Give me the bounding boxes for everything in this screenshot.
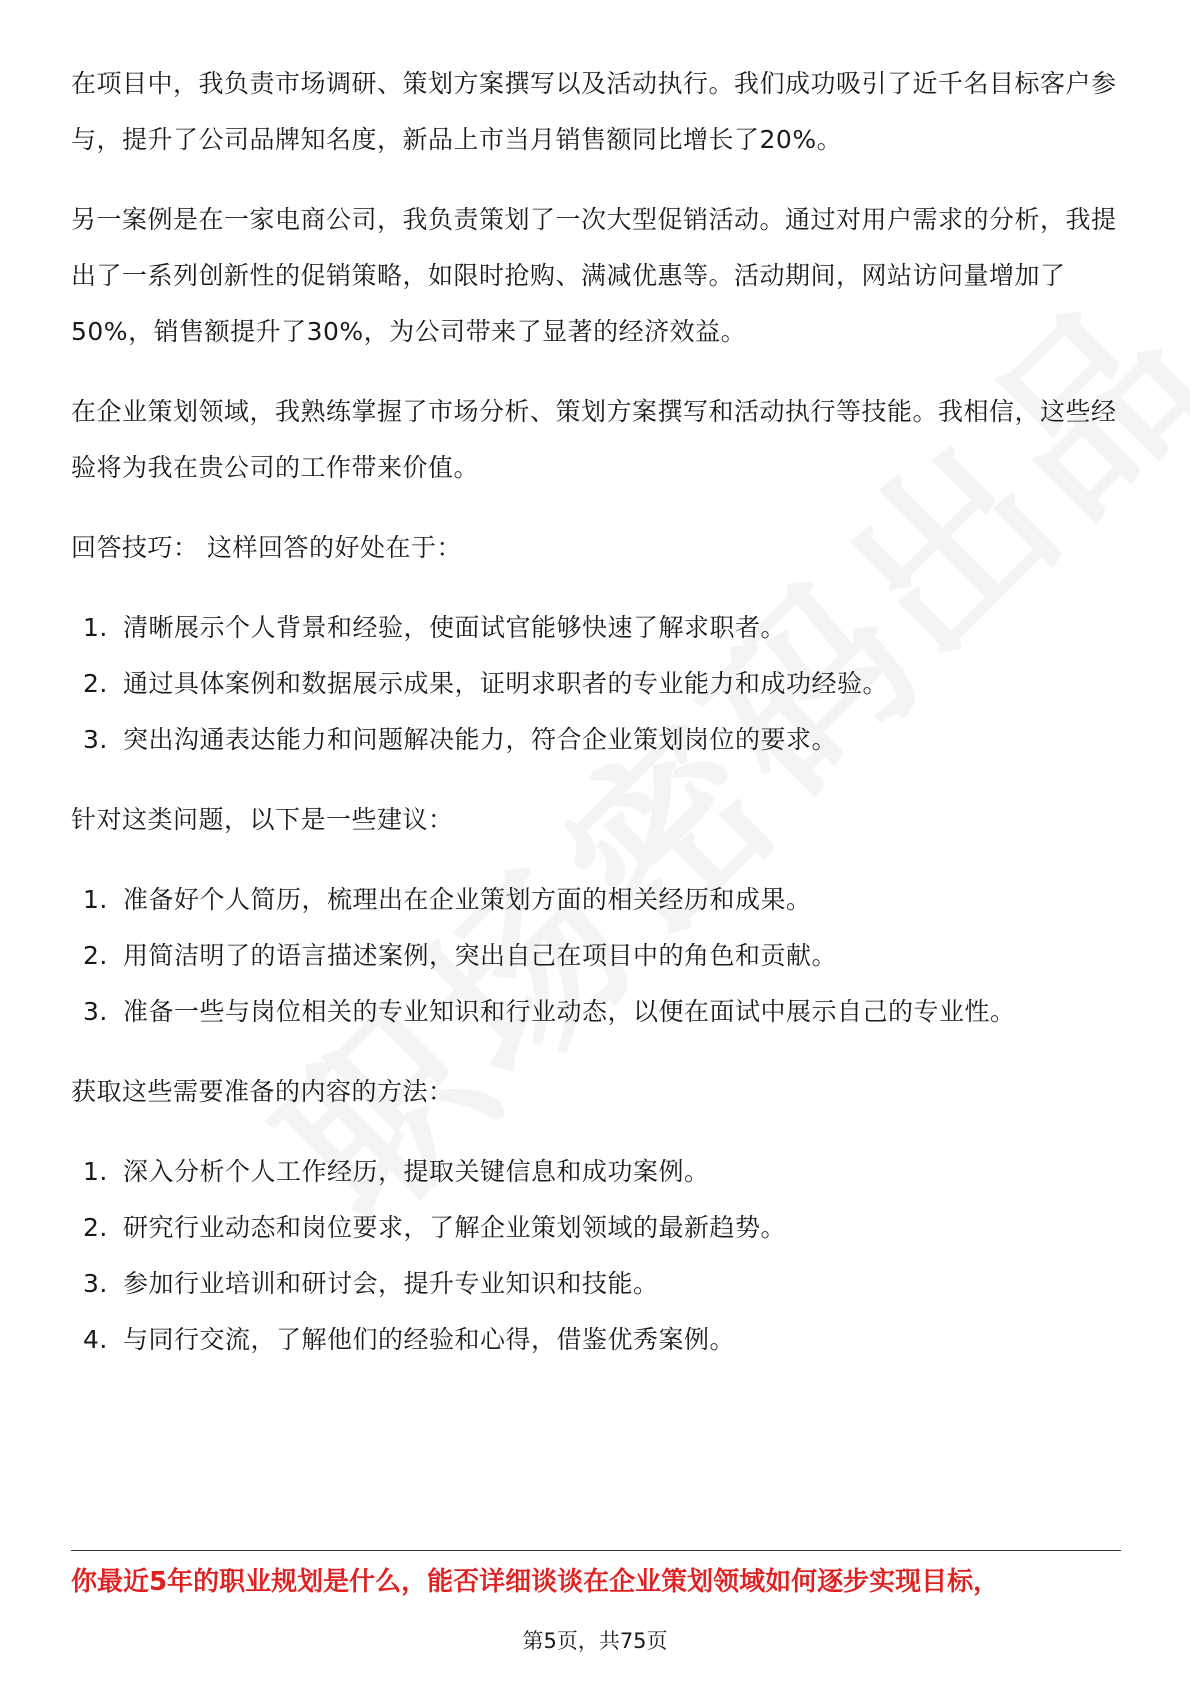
- list-number: 3.: [83, 997, 108, 1026]
- list-item: [71, 1312, 1121, 1368]
- list-item: [71, 928, 1121, 984]
- methods-list: [71, 1144, 1121, 1368]
- list-number: 3.: [83, 725, 108, 754]
- list-item-text: 突出沟通表达能力和问题解决能力，符合企业策划岗位的要求。: [123, 725, 838, 754]
- page-number: 第5页，共75页: [522, 1629, 668, 1653]
- list-item: [71, 656, 1121, 712]
- list-item-text: 用简洁明了的语言描述案例，突出自己在项目中的角色和贡献。: [123, 941, 838, 970]
- list-item: [71, 1144, 1121, 1200]
- list-number: 1.: [83, 1157, 108, 1186]
- list-item-text: 清晰展示个人背景和经验，使面试官能够快速了解求职者。: [123, 613, 787, 642]
- paragraph-ecommerce-case: 另一案例是在一家电商公司，我负责策划了一次大型促销活动。通过对用户需求的分析，我提出了一系列创新性的促销策略，如限时抢购、满减优惠等。活动期间，网站访问量增加了50%，销售额提升了30%，为公司带来了显著的经济效益。: [71, 205, 1117, 346]
- list-number: 1.: [83, 885, 108, 914]
- list-item: [71, 1256, 1121, 1312]
- list-item: [71, 1200, 1121, 1256]
- list-number: 2.: [83, 669, 108, 698]
- section-divider: [71, 1550, 1121, 1551]
- main-content: [71, 56, 1121, 1392]
- tips-list: [71, 600, 1121, 768]
- list-number: 4.: [83, 1325, 108, 1354]
- tips-heading: 回答技巧： 这样回答的好处在于：: [71, 533, 462, 562]
- list-item: [71, 712, 1121, 768]
- list-item: [71, 984, 1121, 1040]
- list-number: 2.: [83, 1213, 108, 1242]
- list-number: 3.: [83, 1269, 108, 1298]
- list-item-text: 深入分析个人工作经历，提取关键信息和成功案例。: [123, 1157, 710, 1186]
- next-question-heading: 你最近5年的职业规划是什么，能否详细谈谈在企业策划领域如何逐步实现目标，: [71, 1567, 1000, 1597]
- advice-list: [71, 872, 1121, 1040]
- list-number: 1.: [83, 613, 108, 642]
- list-item-text: 研究行业动态和岗位要求，了解企业策划领域的最新趋势。: [123, 1213, 787, 1242]
- advice-heading: 针对这类问题，以下是一些建议：: [71, 805, 454, 834]
- list-item: [71, 872, 1121, 928]
- list-item-text: 与同行交流，了解他们的经验和心得，借鉴优秀案例。: [123, 1325, 736, 1354]
- paragraph-skills-summary: 在企业策划领域，我熟练掌握了市场分析、策划方案撰写和活动执行等技能。我相信，这些经验将为我在贵公司的工作带来价值。: [71, 397, 1117, 482]
- list-item: [71, 600, 1121, 656]
- list-number: 2.: [83, 941, 108, 970]
- list-item-text: 准备一些与岗位相关的专业知识和行业动态，以便在面试中展示自己的专业性。: [123, 997, 1016, 1026]
- list-item-text: 参加行业培训和研讨会，提升专业知识和技能。: [123, 1269, 659, 1298]
- list-item-text: 准备好个人简历，梳理出在企业策划方面的相关经历和成果。: [123, 885, 812, 914]
- list-item-text: 通过具体案例和数据展示成果，证明求职者的专业能力和成功经验。: [123, 669, 889, 698]
- paragraph-project-role: 在项目中，我负责市场调研、策划方案撰写以及活动执行。我们成功吸引了近千名目标客户参与，提升了公司品牌知名度，新品上市当月销售额同比增长了20%。: [71, 69, 1117, 154]
- methods-heading: 获取这些需要准备的内容的方法：: [71, 1077, 454, 1106]
